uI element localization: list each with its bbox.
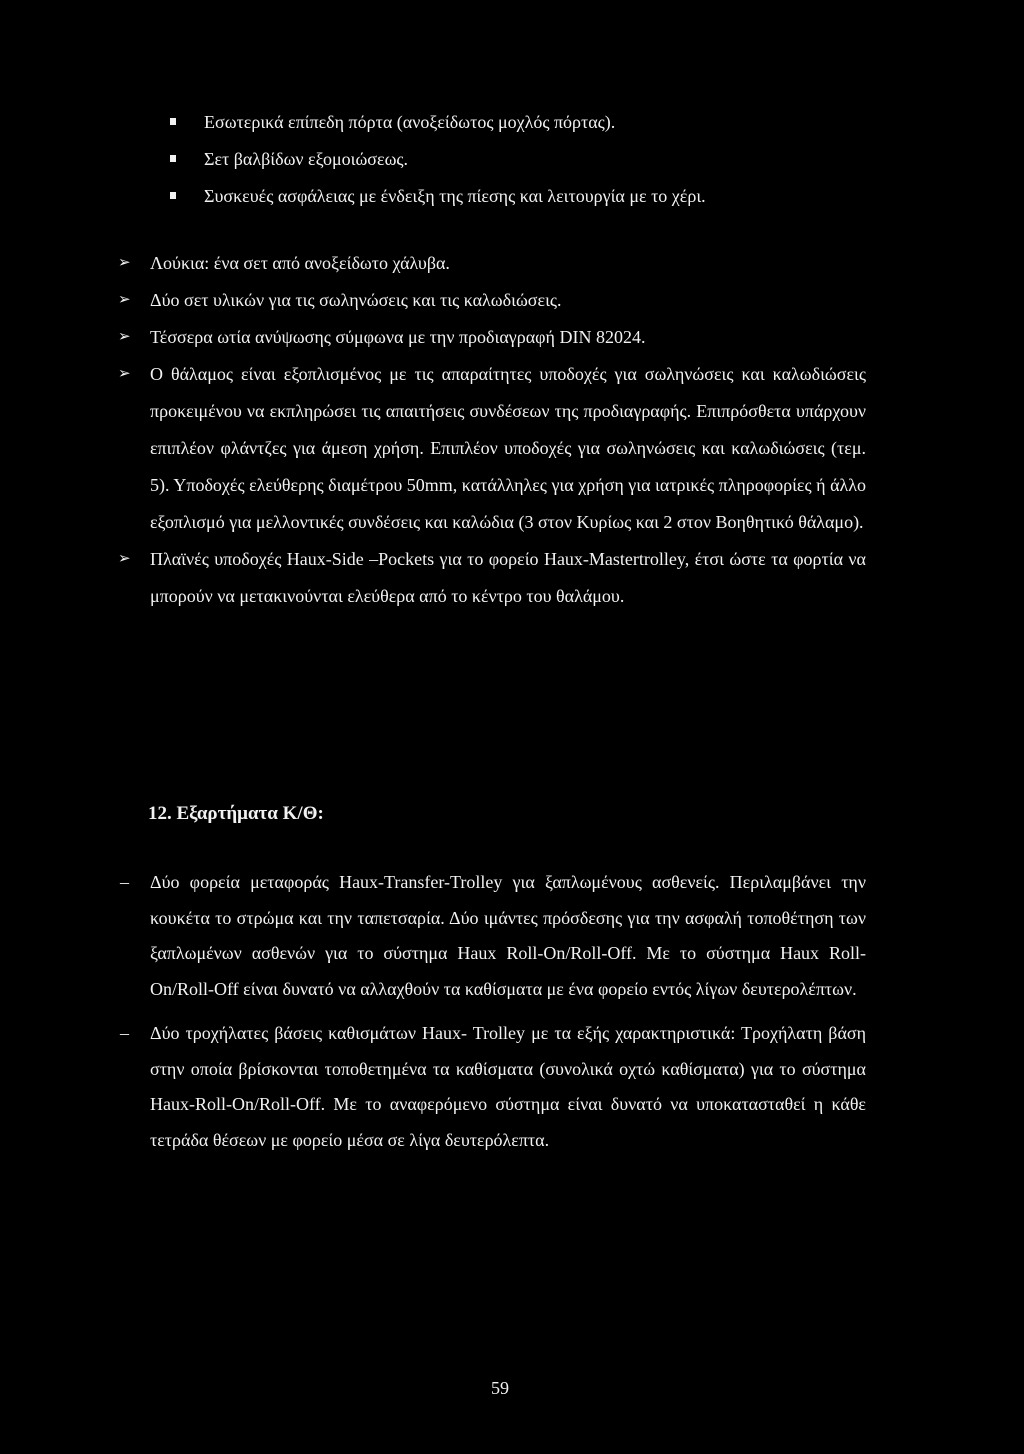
list-item-text: Δύο τροχήλατες βάσεις καθισμάτων Haux- Trolley με τα εξής χαρακτηριστικά: Τροχήλατη βάση στην οποία βρίσκονται τοποθετημένα τα καθίσματα (συνολικά οχτώ καθίσματα) για το σύστημα Haux-Roll-On/Roll-Off. Με το αναφερόμενο σύστημα είναι δυνατό να υποκατασταθεί η κάθε τετράδα θέσεων με φορείο μέσα σε λίγα δευτερόλεπτα. xyxy=(150,1023,866,1150)
arrow-bullet-icon: ➢ xyxy=(118,366,131,382)
list-item xyxy=(168,141,928,178)
square-bullet-icon xyxy=(170,155,176,162)
list-item-text: Τέσσερα ωτία ανύψωσης σύμφωνα με την προδιαγραφή DIN 82024. xyxy=(150,327,646,347)
list-item-text: Δύο σετ υλικών για τις σωληνώσεις και τις καλωδιώσεις. xyxy=(150,290,562,310)
page-number: 59 xyxy=(491,1378,509,1398)
list-item xyxy=(118,865,866,1007)
list-item-text: Δύο φορεία μεταφοράς Haux-Transfer-Trolley για ξαπλωμένους ασθενείς. Περιλαμβάνει την κουκέτα το στρώμα και την ταπετσαρία. Δύο ιμάντες πρόσδεσης για την ασφαλή τοποθέτηση των ξαπλωμένων ασθενών για το σύστημα Haux Roll-On/Roll-Off. Με το σύστημα Haux Roll-On/Roll-Off είναι δυνατό να αλλαχθούν τα καθίσματα με ένα φορείο εντός λίγων δευτερολέπτων. xyxy=(150,872,866,999)
arrow-bullet-icon: ➢ xyxy=(118,292,131,308)
dash-bullet-icon: – xyxy=(120,872,129,892)
list-item-text: Εσωτερικά επίπεδη πόρτα (ανοξείδωτος μοχλός πόρτας). xyxy=(204,112,616,132)
arrow-bullet-icon: ➢ xyxy=(118,255,131,271)
list-item xyxy=(118,1016,866,1158)
list-item-text: Λούκια: ένα σετ από ανοξείδωτο χάλυβα. xyxy=(150,253,450,273)
square-bullet-icon xyxy=(170,192,176,199)
list-item xyxy=(118,356,866,541)
square-bullet-icon xyxy=(170,118,176,125)
list-item xyxy=(118,541,866,615)
dash-bullet-list xyxy=(118,865,866,1158)
list-item-text: Συσκευές ασφάλειας με ένδειξη της πίεσης και λειτουργία με το χέρι. xyxy=(204,186,706,206)
arrow-bullet-icon: ➢ xyxy=(118,551,131,567)
list-item xyxy=(118,319,866,356)
list-item-text: Ο θάλαμος είναι εξοπλισμένος με τις απαραίτητες υποδοχές για σωληνώσεις και καλωδιώσεις προκειμένου να εκπληρώσει τις απαιτήσεις συνδέσεων της προδιαγραφής. Επιπρόσθετα υπάρχουν επιπλέον φλάντζες για άμεση χρήση. Επιπλέον υποδοχές για σωληνώσεις και καλωδιώσεις (τεμ. 5). Υποδοχές ελεύθερης διαμέτρου 50mm, κατάλληλες για χρήση για ιατρικές πληροφορίες ή άλλο εξοπλισμό για μελλοντικές συνδέσεις και καλώδια (3 στον Κυρίως και 2 στον Βοηθητικό θάλαμο). xyxy=(150,364,866,532)
section-heading: 12. Εξαρτήματα Κ/Θ: xyxy=(148,803,324,824)
dash-bullet-icon: – xyxy=(120,1023,129,1043)
square-bullet-list xyxy=(168,104,928,215)
list-item-text: Σετ βαλβίδων εξομοιώσεως. xyxy=(204,149,409,169)
arrow-bullet-icon: ➢ xyxy=(118,329,131,345)
list-item xyxy=(168,104,928,141)
arrow-bullet-list xyxy=(118,245,866,615)
list-item xyxy=(118,245,866,282)
list-item xyxy=(118,282,866,319)
list-item xyxy=(168,178,928,215)
list-item-text: Πλαϊνές υποδοχές Haux-Side –Pockets για το φορείο Haux-Mastertrolley, έτσι ώστε τα φορτία να μπορούν να μετακινούνται ελεύθερα από το κέντρο του θαλάμου. xyxy=(150,549,866,606)
